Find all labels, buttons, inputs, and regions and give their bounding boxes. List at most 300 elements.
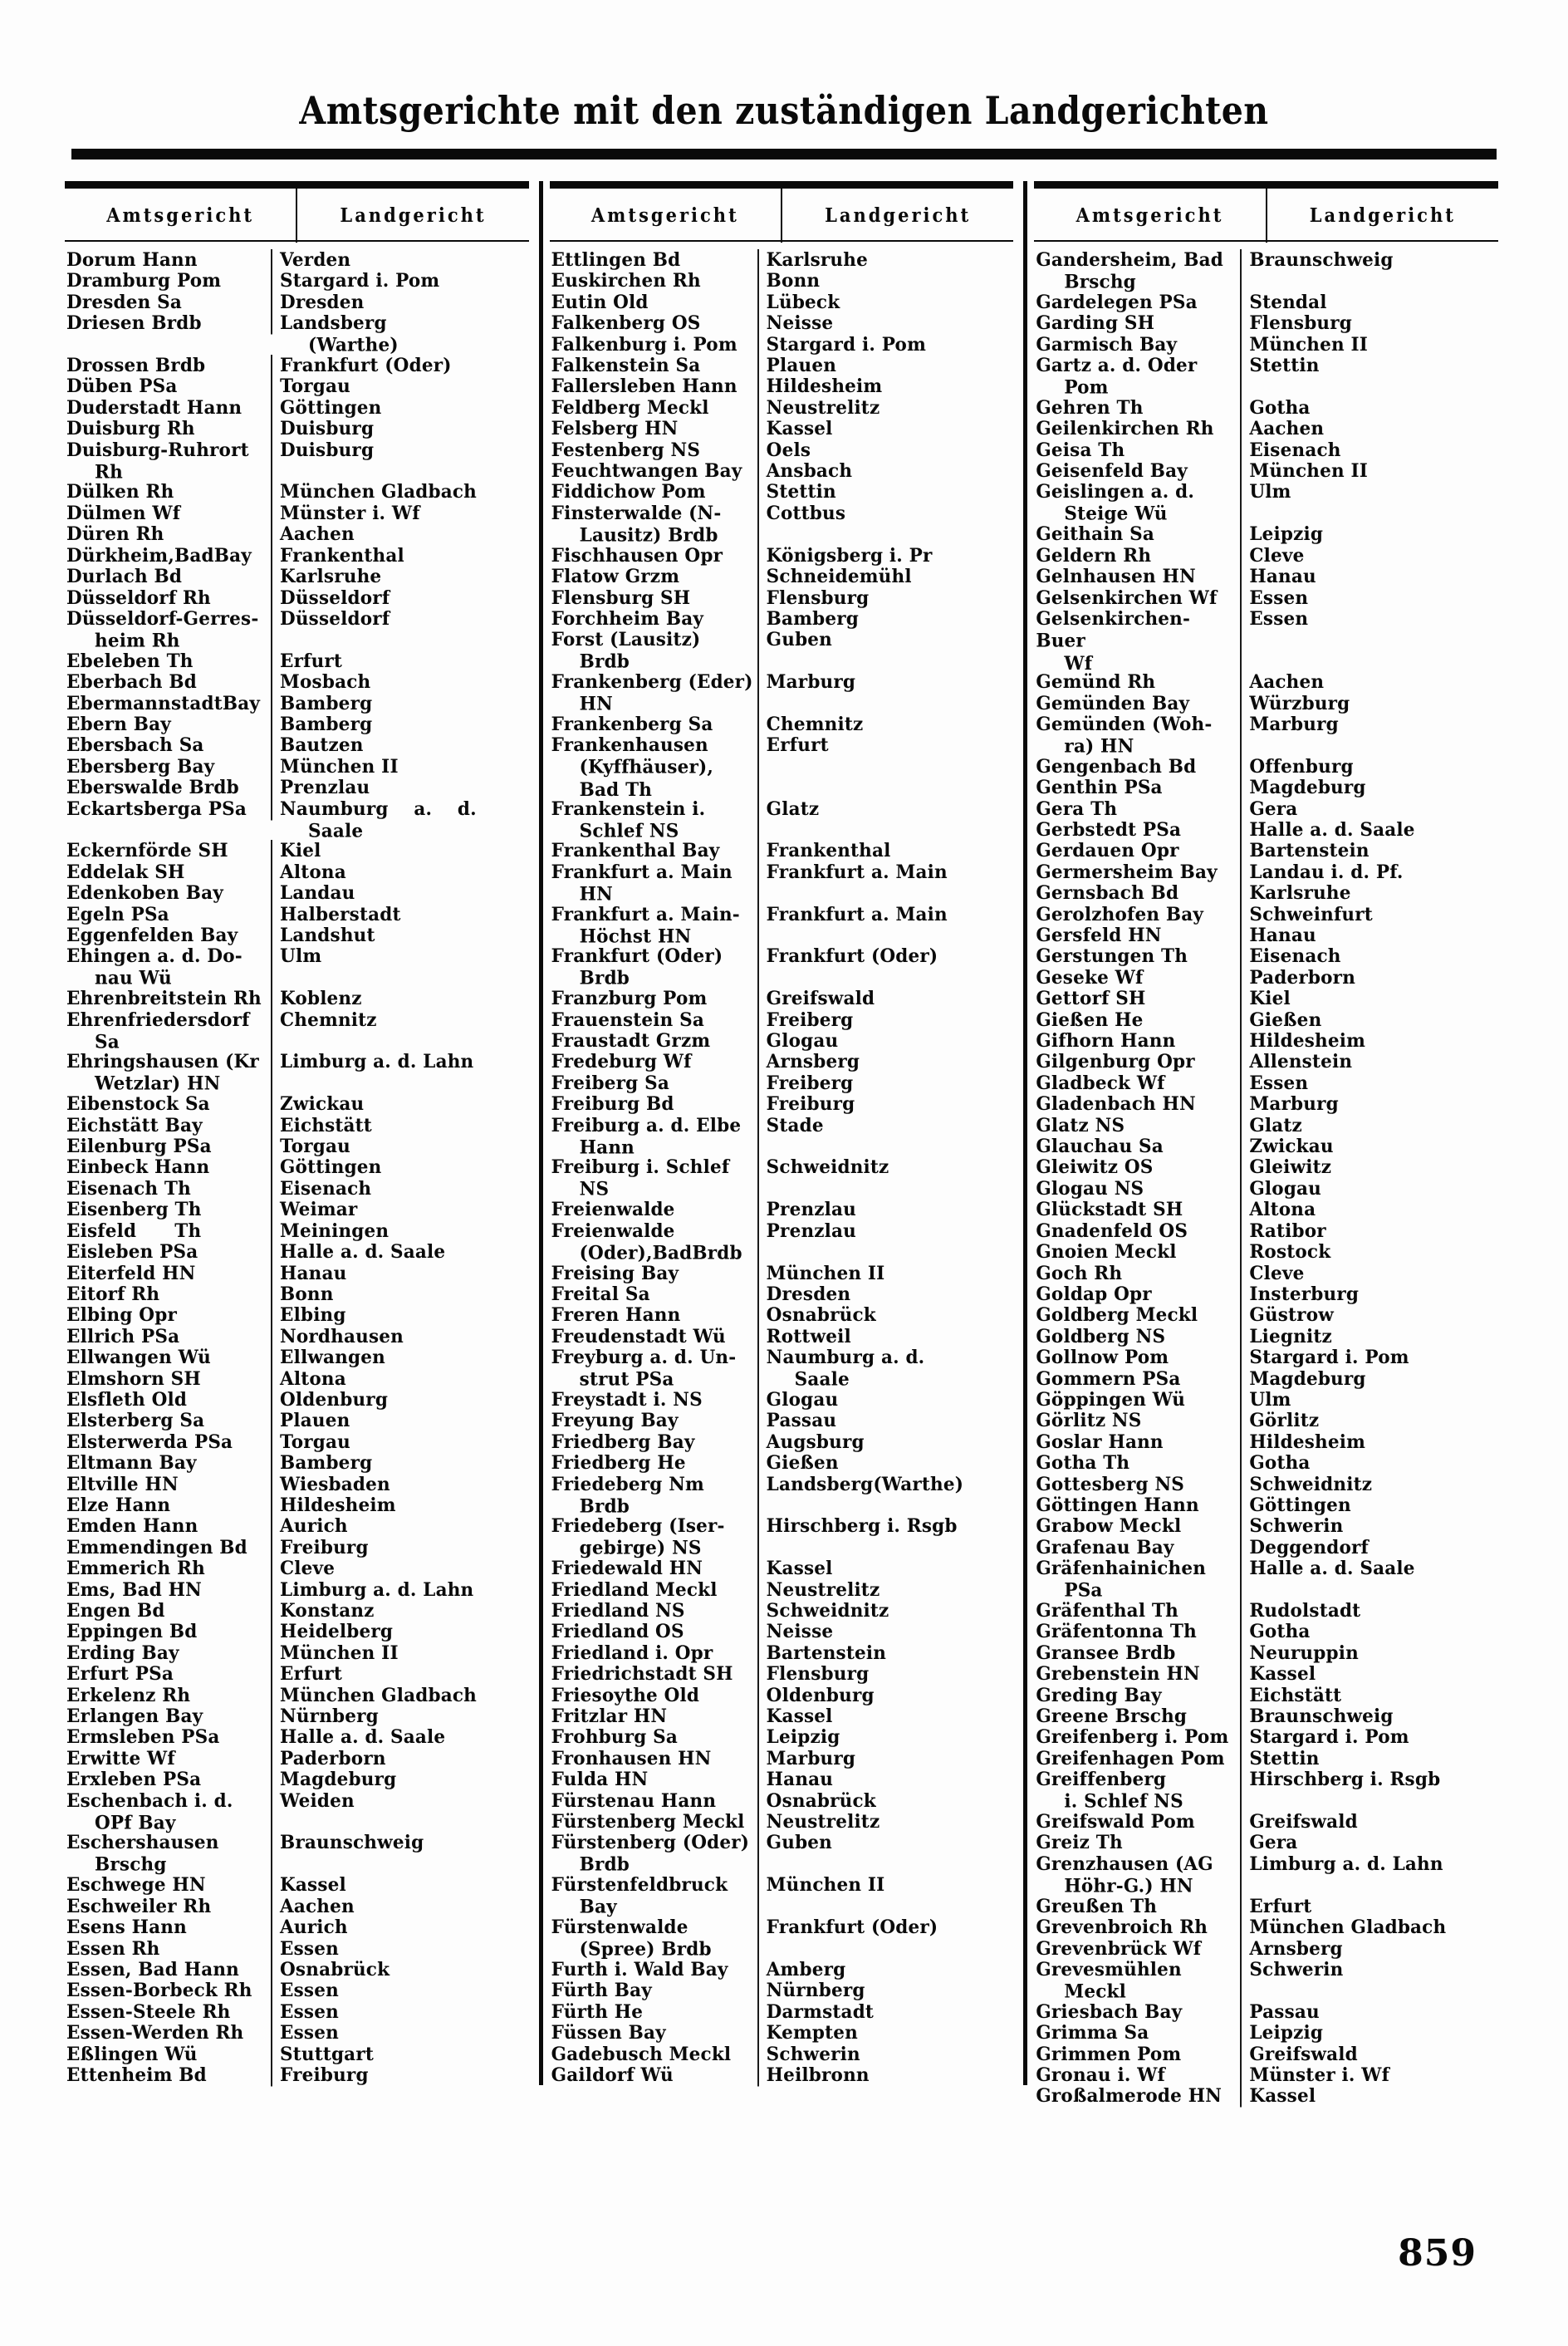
amtsgericht-cell: Frankenhausen (Kyffhäuser), Bad Th (550, 734, 759, 802)
landgericht-cell: München II (766, 1262, 885, 1284)
landgericht-cont: Saale (794, 1369, 850, 1391)
table-row (550, 481, 1019, 502)
amtsgericht-cell: Greifenberg i. Pom (1034, 1726, 1242, 1749)
landgericht-cell: Karlsruhe (766, 249, 868, 272)
amtsgericht-cell: Greding Bay (1034, 1685, 1242, 1707)
amtsgericht-cell: Goldap Opr (1034, 1283, 1242, 1306)
landgericht-cell: Arnsberg (1249, 1937, 1343, 1960)
table-row (65, 1220, 534, 1241)
landgericht-cell: Gotha (1249, 1452, 1311, 1475)
table-row (65, 249, 534, 270)
table-row (1034, 2064, 1503, 2085)
landgericht-cell: Eichstätt (1249, 1684, 1342, 1707)
table-row (550, 566, 1019, 586)
amtsgericht-cell: Flatow Grzm (550, 566, 759, 588)
landgericht-cell: Liegnitz (1249, 1325, 1332, 1348)
landgericht-cell: Nürnberg (280, 1706, 379, 1728)
amtsgericht-cell: Fürstenberg Meckl (550, 1811, 759, 1833)
landgericht-cell: Schweidnitz (766, 1600, 889, 1622)
amtsgericht-cell: Düsseldorf Rh (65, 587, 272, 610)
amtsgericht-cell: Gifhorn Hann (1034, 1030, 1242, 1053)
amtsgericht-cell: Gengenbach Bd (1034, 756, 1242, 778)
amtsgericht-cont: heim Rh (95, 630, 180, 653)
table-row (65, 756, 534, 777)
landgericht-cell: Duisburg (280, 439, 375, 462)
amtsgericht-cont: Brdb (579, 1854, 630, 1877)
amtsgericht-cell: Gerdauen Opr (1034, 840, 1242, 862)
header-landgericht: Landgericht (825, 203, 972, 226)
amtsgericht-cell: Düben PSa (65, 375, 272, 398)
amtsgericht-cont: OPf Bay (95, 1812, 176, 1835)
landgericht-cell: Altona (280, 1367, 346, 1391)
landgericht-cell: Limburg a. d. Lahn (280, 1051, 474, 1073)
amtsgericht-cell: Fulda HN (550, 1769, 759, 1791)
table-row (550, 714, 1019, 734)
amtsgericht-cell: Garmisch Bay (1034, 334, 1242, 356)
table-row (65, 545, 534, 566)
table-row (550, 1389, 1019, 1410)
table-row (1034, 925, 1503, 945)
header-amtsgericht: Amtsgericht (65, 186, 297, 243)
amtsgericht-cell: Füssen Bay (550, 2022, 759, 2044)
table-row (65, 861, 534, 882)
amtsgericht-cell: Dülmen Wf (65, 503, 272, 525)
table-row (550, 1156, 1019, 1199)
table-row (65, 1304, 534, 1325)
table-row (550, 1283, 1019, 1304)
amtsgericht-cell: Elsterwerda PSa (65, 1431, 272, 1454)
table-row (550, 1726, 1019, 1747)
amtsgericht-cell: Eltmann Bay (65, 1452, 272, 1475)
table-row (1034, 2085, 1503, 2106)
amtsgericht-cell: Fredeburg Wf (550, 1051, 759, 1073)
table-row (550, 1263, 1019, 1283)
table-row (65, 523, 534, 544)
amtsgericht-cont: i. Schlef NS (1064, 1791, 1183, 1813)
table-row (1034, 418, 1503, 439)
table-row (1034, 988, 1503, 1009)
amtsgericht-cell: Freystadt i. NS (550, 1389, 759, 1411)
table-row (550, 988, 1019, 1009)
table-row (65, 2022, 534, 2043)
table-row (65, 503, 534, 523)
amtsgericht-cell: Gerolzhofen Bay (1034, 904, 1242, 926)
table-row (1034, 1706, 1503, 1726)
landgericht-cell: Arnsberg (766, 1051, 860, 1073)
table-row (550, 2001, 1019, 2022)
landgericht-cell: Paderborn (280, 1747, 386, 1770)
title-rule (71, 149, 1497, 160)
amtsgericht-cell: Greene Brschg (1034, 1706, 1242, 1728)
amtsgericht-cell: Grebenstein HN (1034, 1663, 1242, 1686)
landgericht-cell: Halberstadt (280, 903, 401, 926)
amtsgericht-cell: Eddelak SH (65, 861, 272, 884)
amtsgericht-cell: Göttingen Hann (1034, 1494, 1242, 1517)
amtsgericht-cell: Grevenbrück Wf (1034, 1938, 1242, 1961)
table-row (65, 587, 534, 608)
table-row (65, 1537, 534, 1558)
landgericht-cell: Freiburg (766, 1093, 855, 1116)
amtsgericht-cell: Felsberg HN (550, 418, 759, 440)
landgericht-cell: Frankfurt (Oder) (766, 945, 938, 968)
table-row (1034, 587, 1503, 608)
amtsgericht-cell: Esens Hann (65, 1917, 272, 1939)
amtsgericht-cell: Elmshorn SH (65, 1368, 272, 1391)
amtsgericht-cell: Driesen Brdb (65, 312, 272, 335)
amtsgericht-cell: Euskirchen Rh (550, 270, 759, 292)
amtsgericht-cell: Ellwangen Wü (65, 1347, 272, 1369)
amtsgericht-cell: Geilenkirchen Rh (1034, 418, 1242, 440)
table-row (65, 945, 534, 988)
table-row (1034, 439, 1503, 460)
amtsgericht-cell: Elsterberg Sa (65, 1410, 272, 1432)
amtsgericht-cell: Ermsleben PSa (65, 1726, 272, 1749)
landgericht-cell: Ratibor (1249, 1220, 1326, 1243)
table-row (550, 1874, 1019, 1917)
table-row (1034, 777, 1503, 798)
landgericht-cell: Prenzlau (766, 1199, 857, 1221)
table-row (1034, 693, 1503, 714)
amtsgericht-cell: Freiberg Sa (550, 1072, 759, 1095)
landgericht-cell: Erfurt (1249, 1895, 1312, 1918)
table-row (550, 1685, 1019, 1706)
table-row (550, 1790, 1019, 1811)
landgericht-cell: Offenburg (1249, 755, 1354, 778)
landgericht-cell: Bamberg (280, 713, 373, 736)
table-row (1034, 1326, 1503, 1347)
amtsgericht-cell: Finsterwalde (N- Lausitz) Brdb (550, 503, 759, 547)
table-row (65, 1241, 534, 1262)
landgericht-cell: Leipzig (766, 1726, 840, 1749)
landgericht-cell: Glogau (766, 1388, 839, 1411)
amtsgericht-cell: Freiburg i. Schlef NS (550, 1156, 759, 1201)
table-row (1034, 1156, 1503, 1177)
amtsgericht-cell: Großalmerode HN (1034, 2085, 1242, 2108)
table-row (550, 1832, 1019, 1877)
landgericht-cell: Göttingen (280, 396, 382, 420)
amtsgericht-cell: Durlach Bd (65, 566, 272, 588)
landgericht-cell: Kempten (766, 2022, 858, 2044)
table-row (550, 355, 1019, 375)
landgericht-cell: Kiel (1249, 988, 1291, 1010)
table-row (550, 1220, 1019, 1263)
landgericht-cell: Freiburg (280, 1536, 369, 1559)
landgericht-cell: Leipzig (1249, 2022, 1324, 2044)
landgericht-cell: Kassel (1249, 1663, 1316, 1686)
landgericht-cell: Nordhausen (280, 1325, 404, 1348)
amtsgericht-cell: Essen-Werden Rh (65, 2022, 272, 2044)
table-row (550, 1474, 1019, 1516)
amtsgericht-cell: Falkenburg i. Pom (550, 334, 759, 356)
table-row (550, 1706, 1019, 1726)
table-row (550, 292, 1019, 312)
landgericht-cell: Eichstätt (280, 1114, 372, 1137)
table-row (1034, 1600, 1503, 1621)
table-row (550, 1811, 1019, 1832)
landgericht-cell: Deggendorf (1249, 1536, 1369, 1559)
landgericht-cell: Ellwangen (280, 1347, 385, 1369)
amtsgericht-cell: Frankfurt a. Main- Höchst HN (550, 904, 759, 949)
amtsgericht-cell: Flensburg SH (550, 587, 759, 610)
amtsgericht-cell: Ems, Bad HN (65, 1579, 272, 1602)
table-row (65, 1093, 534, 1114)
landgericht-cell: Bartenstein (1249, 840, 1370, 862)
table-row (550, 671, 1019, 714)
table-row (65, 798, 534, 841)
table-row (65, 397, 534, 418)
table-row (1034, 1938, 1503, 1959)
table-row (65, 2064, 534, 2085)
landgericht-cell: Schwerin (1249, 1515, 1344, 1538)
table-row (550, 1452, 1019, 1473)
amtsgericht-cont: Steige Wü (1064, 503, 1168, 526)
landgericht-cell: Oels (766, 439, 811, 462)
table-row (550, 312, 1019, 333)
amtsgericht-cell: Eberswalde Brdb (65, 777, 272, 799)
table-row (1034, 1494, 1503, 1515)
landgericht-cell: Weimar (280, 1199, 358, 1221)
amtsgericht-cell: Essen-Steele Rh (65, 2001, 272, 2024)
amtsgericht-cell: Friedeberg Nm Brdb (550, 1474, 759, 1519)
block-1-header (65, 189, 529, 242)
amtsgericht-cell: Fürth Bay (550, 1980, 759, 2002)
landgericht-cell: Kassel (766, 418, 833, 440)
landgericht-cell: Greifswald (1249, 2043, 1358, 2066)
amtsgericht-cell: Freren Hann (550, 1304, 759, 1327)
amtsgericht-cell: Garding SH (1034, 312, 1242, 335)
amtsgericht-cell: Freienwalde (Oder),BadBrdb (550, 1220, 759, 1265)
landgericht-cell: Braunschweig (1249, 249, 1394, 272)
table-row (550, 1769, 1019, 1789)
amtsgericht-cell: Gerstungen Th (1034, 945, 1242, 968)
amtsgericht-cell: Gemünden Bay (1034, 693, 1242, 715)
landgericht-cell: Naumburg a. d. Saale (759, 1347, 967, 1391)
table-row (1034, 1304, 1503, 1325)
amtsgericht-cont: Rh (95, 461, 123, 484)
amtsgericht-cell: Frankenberg Sa (550, 714, 759, 736)
amtsgericht-cell: Franzburg Pom (550, 988, 759, 1010)
landgericht-cell: Heidelberg (280, 1621, 394, 1643)
table-row (550, 1558, 1019, 1578)
landgericht-cell: Braunschweig (280, 1832, 424, 1854)
amtsgericht-cell: Frankfurt (Oder) Brdb (550, 945, 759, 990)
landgericht-cell: Guben (766, 1832, 833, 1854)
amtsgericht-cell: Gotha Th (1034, 1452, 1242, 1475)
table-row (550, 840, 1019, 861)
landgericht-cell: Plauen (280, 1410, 350, 1432)
table-row (65, 418, 534, 439)
landgericht-cell: Gera (1249, 1832, 1298, 1854)
block-2-header (550, 189, 1014, 242)
amtsgericht-cell: Glatz NS (1034, 1115, 1242, 1137)
table-row (550, 1959, 1019, 1980)
landgericht-cell: Paderborn (1249, 966, 1356, 989)
amtsgericht-cell: Ettenheim Bd (65, 2064, 272, 2087)
landgericht-cell: München II (1249, 333, 1369, 356)
table-row (1034, 2044, 1503, 2064)
landgericht-cell: Landsberg (Warthe) (272, 312, 482, 357)
landgericht-cell: München II (280, 1642, 399, 1665)
landgericht-cell: Frankfurt (Oder) (280, 355, 452, 377)
amtsgericht-cell: Eutin Old (550, 292, 759, 314)
table-row (65, 1579, 534, 1600)
landgericht-cell: Limburg a. d. Lahn (1249, 1853, 1443, 1876)
table-row (65, 693, 534, 714)
amtsgericht-cell: Grafenau Bay (1034, 1537, 1242, 1559)
amtsgericht-cell: Gehren Th (1034, 397, 1242, 420)
table-row (65, 777, 534, 798)
landgericht-cell: Erfurt (280, 1663, 343, 1686)
table-row (1034, 1663, 1503, 1684)
landgericht-cell: Neuruppin (1249, 1642, 1359, 1665)
amtsgericht-cell: Gräfenhainichen PSa (1034, 1558, 1242, 1602)
landgericht-cell: Marburg (1249, 1093, 1339, 1116)
amtsgericht-cell: Erxleben PSa (65, 1769, 272, 1791)
amtsgericht-cell: Goslar Hann (1034, 1431, 1242, 1454)
landgericht-cell: Magdeburg (1249, 777, 1366, 799)
landgericht-cell: Passau (1249, 2000, 1320, 2024)
landgericht-cell: Altona (280, 861, 346, 884)
table-row (65, 1832, 534, 1877)
amtsgericht-cell: Gladenbach HN (1034, 1093, 1242, 1116)
table-row (1034, 1452, 1503, 1473)
amtsgericht-cell: Grenzhausen (AG Höhr-G.) HN (1034, 1853, 1242, 1898)
amtsgericht-cell: Dülken Rh (65, 481, 272, 503)
amtsgericht-cell: Emmendingen Bd (65, 1537, 272, 1559)
table-row (1034, 1199, 1503, 1220)
landgericht-cell: Dresden (766, 1283, 851, 1306)
landgericht-cell: Neisse (766, 312, 834, 335)
amtsgericht-cell: Gelsenkirchen Wf (1034, 587, 1242, 610)
amtsgericht-cell: Eschershausen Brschg (65, 1832, 272, 1877)
table-row (550, 798, 1019, 841)
table-row (65, 882, 534, 903)
amtsgericht-cont: Brschg (95, 1854, 167, 1877)
table-row (550, 334, 1019, 355)
amtsgericht-cell: Gelnhausen HN (1034, 566, 1242, 588)
landgericht-cell: Braunschweig (1249, 1706, 1394, 1728)
landgericht-cell: Chemnitz (766, 713, 864, 736)
landgericht-cell: Landshut (280, 925, 375, 947)
table-row (550, 734, 1019, 802)
landgericht-cell: Essen (280, 1937, 339, 1960)
landgericht-cell: Freiburg (280, 2064, 369, 2087)
landgericht-cell: Essen (280, 1980, 339, 2002)
amtsgericht-cont: Wetzlar) HN (95, 1073, 221, 1096)
amtsgericht-cell: Forst (Lausitz) Brdb (550, 629, 759, 674)
landgericht-cell: Zwickau (280, 1093, 365, 1116)
table-row (1034, 607, 1503, 675)
landgericht-cell: Eisenach (280, 1177, 372, 1200)
table-row (65, 1474, 534, 1494)
amtsgericht-cell: Feuchtwangen Bay (550, 460, 759, 483)
table-row (1034, 1642, 1503, 1663)
landgericht-cell: Aachen (1249, 671, 1325, 694)
landgericht-cell: Flensburg (766, 1663, 870, 1686)
table-row (65, 925, 534, 945)
amtsgericht-cell: Ebersbach Sa (65, 734, 272, 757)
table-row (65, 1642, 534, 1663)
landgericht-cell: Königsberg i. Pr (766, 544, 933, 567)
table-block-1 (65, 181, 543, 2085)
amtsgericht-cell: Eilenburg PSa (65, 1136, 272, 1158)
amtsgericht-cell: Fraustadt Grzm (550, 1030, 759, 1053)
table-row (1034, 1748, 1503, 1769)
table-row (65, 1410, 534, 1431)
landgericht-cell: Rostock (1249, 1241, 1331, 1264)
landgericht-cell: Magdeburg (280, 1769, 397, 1791)
table-row (1034, 1241, 1503, 1262)
amtsgericht-cell: Düren Rh (65, 523, 272, 546)
table-row (65, 1663, 534, 1684)
landgericht-cell: Osnabrück (766, 1304, 876, 1327)
table-row (65, 1431, 534, 1452)
header-landgericht: Landgericht (340, 203, 487, 226)
amtsgericht-cell: Dresden Sa (65, 292, 272, 314)
table-row (550, 1642, 1019, 1663)
landgericht-cell: Erfurt (280, 650, 343, 673)
amtsgericht-cell: Ebern Bay (65, 714, 272, 736)
landgericht-cell: Schneidemühl (766, 566, 912, 588)
table-row (550, 270, 1019, 291)
amtsgericht-cell: Gießen He (1034, 1009, 1242, 1032)
landgericht-cell: Glatz (1249, 1114, 1302, 1137)
amtsgericht-cell: Essen-Borbeck Rh (65, 1980, 272, 2002)
amtsgericht-cell: Friedland NS (550, 1600, 759, 1622)
table-row (1034, 1009, 1503, 1030)
landgericht-cell: Neustrelitz (766, 1811, 880, 1833)
table-row (1034, 1685, 1503, 1706)
amtsgericht-cell: Eichstätt Bay (65, 1115, 272, 1137)
table-row (1034, 523, 1503, 544)
amtsgericht-cell: Erlangen Bay (65, 1706, 272, 1728)
landgericht-cell: Aachen (1249, 418, 1325, 440)
amtsgericht-cont: Pom (1064, 376, 1109, 400)
block-1-rows (65, 242, 534, 2085)
amtsgericht-cell: Gernsbach Bd (1034, 882, 1242, 905)
landgericht-cell: Wiesbaden (280, 1473, 390, 1496)
table-row (1034, 882, 1503, 903)
amtsgericht-cell: Ehringshausen (Kr Wetzlar) HN (65, 1051, 272, 1096)
landgericht-cell: Oldenburg (280, 1388, 389, 1411)
landgericht-cell: München Gladbach (280, 481, 477, 503)
amtsgericht-cont: Bay (579, 1897, 617, 1919)
table-row (550, 1515, 1019, 1558)
landgericht-cell: Hildesheim (766, 375, 883, 398)
amtsgericht-cell: Eisleben PSa (65, 1241, 272, 1264)
court-table (65, 181, 1503, 2107)
amtsgericht-cell: Eltville HN (65, 1474, 272, 1496)
table-row (1034, 1515, 1503, 1536)
landgericht-cell: Leipzig (1249, 523, 1324, 546)
table-row (65, 988, 534, 1009)
landgericht-cell: Hanau (1249, 925, 1316, 947)
table-row (1034, 1178, 1503, 1199)
table-row (550, 2064, 1019, 2085)
landgericht-cell: Koblenz (280, 988, 362, 1010)
amtsgericht-cell: Geseke Wf (1034, 967, 1242, 989)
table-row (550, 1199, 1019, 1220)
landgericht-cell: Frankfurt (Oder) (766, 1917, 938, 1939)
table-row (65, 1790, 534, 1833)
table-row (550, 1917, 1019, 1959)
table-row (550, 1093, 1019, 1114)
landgericht-cell: Ansbach (766, 460, 853, 483)
amtsgericht-cell: Gronau i. Wf (1034, 2064, 1242, 2087)
amtsgericht-cell: Forchheim Bay (550, 608, 759, 631)
landgericht-cell: München Gladbach (1249, 1917, 1447, 1939)
table-row (65, 270, 534, 291)
